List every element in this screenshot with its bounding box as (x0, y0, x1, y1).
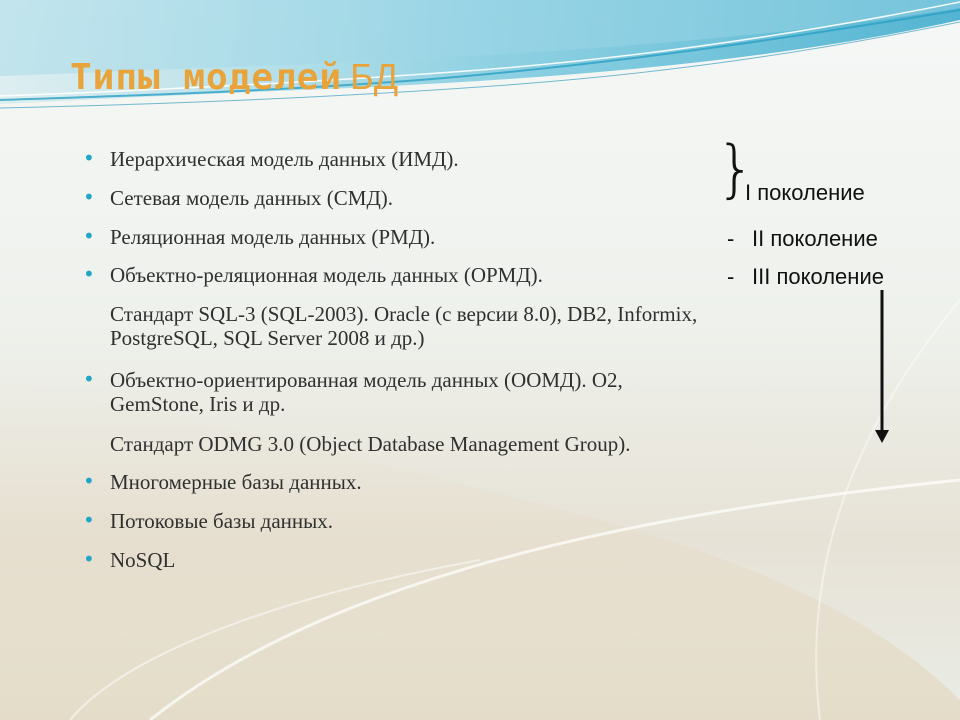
brace-icon: } (716, 132, 756, 205)
list-item (83, 508, 334, 533)
generation-dash-2: - (727, 226, 735, 251)
list-item-text: Потоковые базы данных. (110, 509, 334, 533)
list-item (83, 367, 623, 416)
generation-dash-3: - (727, 264, 735, 289)
list-item (83, 262, 543, 287)
bullet-icon: • (83, 367, 95, 391)
title-part2: БД (350, 56, 399, 97)
slide-title (70, 56, 398, 98)
bullet-icon: • (83, 146, 95, 170)
bullet-icon: • (83, 262, 95, 286)
list-item-sub (110, 302, 697, 350)
bullet-icon: • (83, 224, 95, 248)
generation-label-3: III поколение (752, 264, 884, 289)
generation-label-2: II поколение (752, 226, 878, 251)
list-item-text: Реляционная модель данных (РМД). (110, 225, 436, 249)
generation-label-1: I поколение (745, 180, 865, 205)
list-item-text: NoSQL (110, 548, 176, 572)
list-item (83, 146, 459, 171)
list-item-text: Многомерные базы данных. (110, 470, 362, 494)
list-item-text-line1: Стандарт SQL-3 (SQL-2003). Oracle (с версии 8.0), DB2, Informix, (110, 302, 698, 326)
bullet-icon: • (83, 547, 95, 571)
bullet-icon: • (83, 508, 95, 532)
list-item-text: Стандарт ODMG 3.0 (Object Database Management Group). (110, 432, 631, 456)
list-item (83, 224, 436, 249)
list-item-text: Сетевая модель данных (СМД). (110, 186, 394, 210)
list-item-text-line2: PostgreSQL, SQL Server 2008 и др.) (110, 326, 425, 350)
title-part1: Типы моделей (70, 57, 343, 98)
list-item-text-line1: Объектно-ориентированная модель данных (ООМД). O2, (110, 368, 623, 392)
list-item (83, 185, 394, 210)
down-arrow-icon (870, 290, 894, 446)
list-item (83, 469, 362, 494)
bullet-icon: • (83, 185, 95, 209)
bullet-icon: • (83, 469, 95, 493)
list-item (83, 547, 176, 572)
list-item-text: Объектно-реляционная модель данных (ОРМД). (110, 263, 543, 287)
list-item-text: Иерархическая модель данных (ИМД). (110, 147, 459, 171)
list-item-text-line2: GemStone, Iris и др. (110, 392, 286, 416)
list-item-sub (110, 432, 631, 456)
